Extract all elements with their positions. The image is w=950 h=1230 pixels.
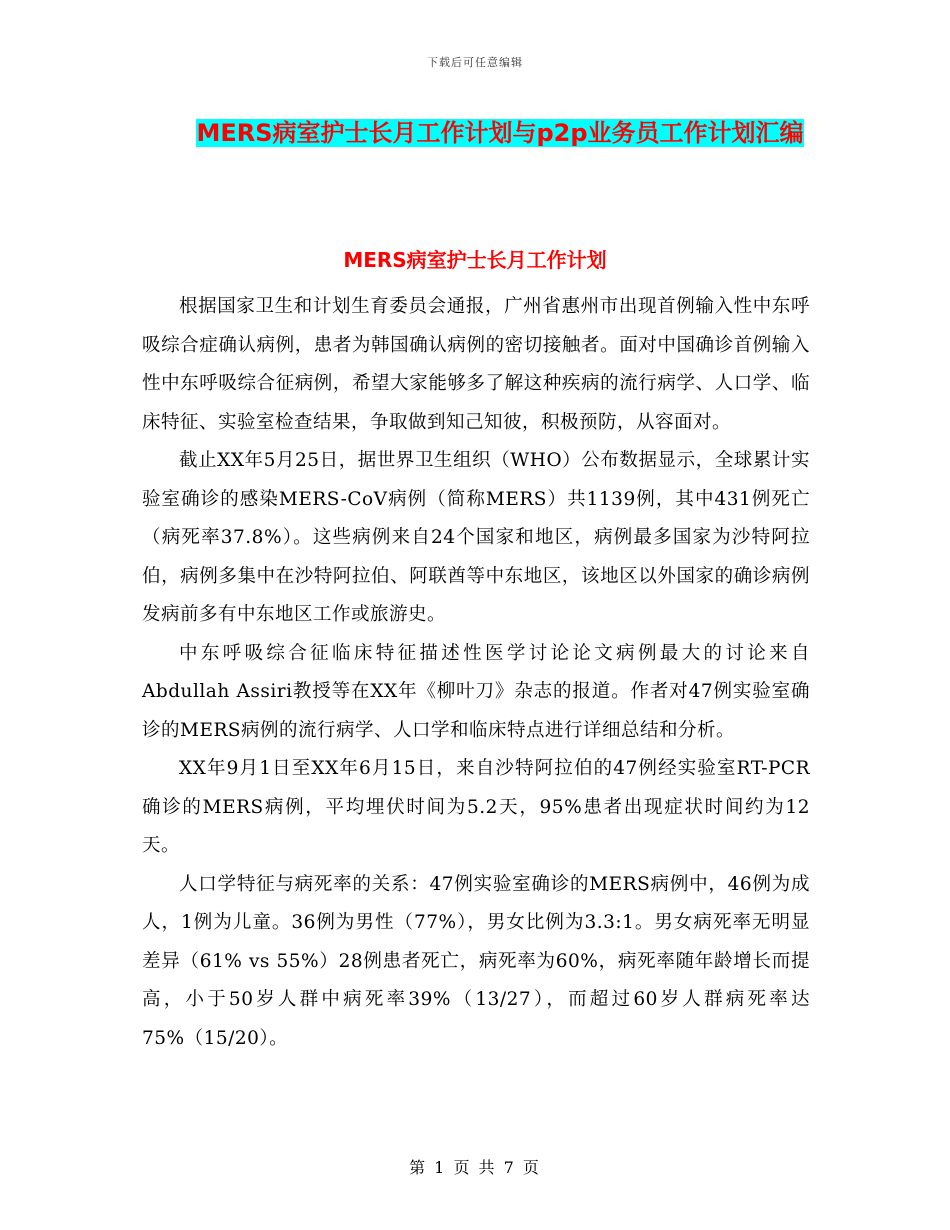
page-footer: 第 1 页 共 7 页 [409,1158,541,1177]
header-note: 下载后可任意编辑 [427,56,523,69]
paragraph: 人口学特征与病死率的关系：47例实验室确诊的MERS病例中，46例为成人，1例为儿童。36例为男性（77%），男女比例为3.3:1。男女病死率无明显差异（61% vs 55%）28例患者死亡，病死率为60%，病死率随年龄增长而提高，小于50岁人群中病死率39%（13/27），而超过60岁人群病死率达75%（15/20）。 [142,873,810,1049]
body-text [142,288,810,1058]
paragraph: 截止XX年5月25日，据世界卫生组织（WHO）公布数据显示，全球累计实验室确诊的感染MERS-CoV病例（简称MERS）共1139例，其中431例死亡（病死率37.8%）。这些病例来自24个国家和地区，病例最多国家为沙特阿拉伯，病例多集中在沙特阿拉伯、阿联酋等中东地区，该地区以外国家的确诊病例发病前多有中东地区工作或旅游史。 [142,450,810,625]
paragraph: 中东呼吸综合征临床特征描述性医学讨论论文病例最大的讨论来自Abdullah Assiri教授等在XX年《柳叶刀》杂志的报道。作者对47例实验室确诊的MERS病例的流行病学、人口学和临床特点进行详细总结和分析。 [142,642,810,741]
section-title: MERS病室护士长月工作计划 [343,248,607,272]
paragraph: 根据国家卫生和计划生育委员会通报，广州省惠州市出现首例输入性中东呼吸综合症确认病例，患者为韩国确认病例的密切接触者。面对中国确诊首例输入性中东呼吸综合征病例，希望大家能够多了解这种疾病的流行病学、人口学、临床特征、实验室检查结果，争取做到知己知彼，积极预防，从容面对。 [142,296,810,433]
document-title-text: MERS病室护士长月工作计划与p2p业务员工作计划汇编 [196,119,804,147]
paragraph: XX年9月1日至XX年6月15日，来自沙特阿拉伯的47例经实验室RT-PCR确诊的MERS病例，平均埋伏时间为5.2天，95%患者出现症状时间约为12天。 [142,758,810,856]
document-title [190,110,810,156]
